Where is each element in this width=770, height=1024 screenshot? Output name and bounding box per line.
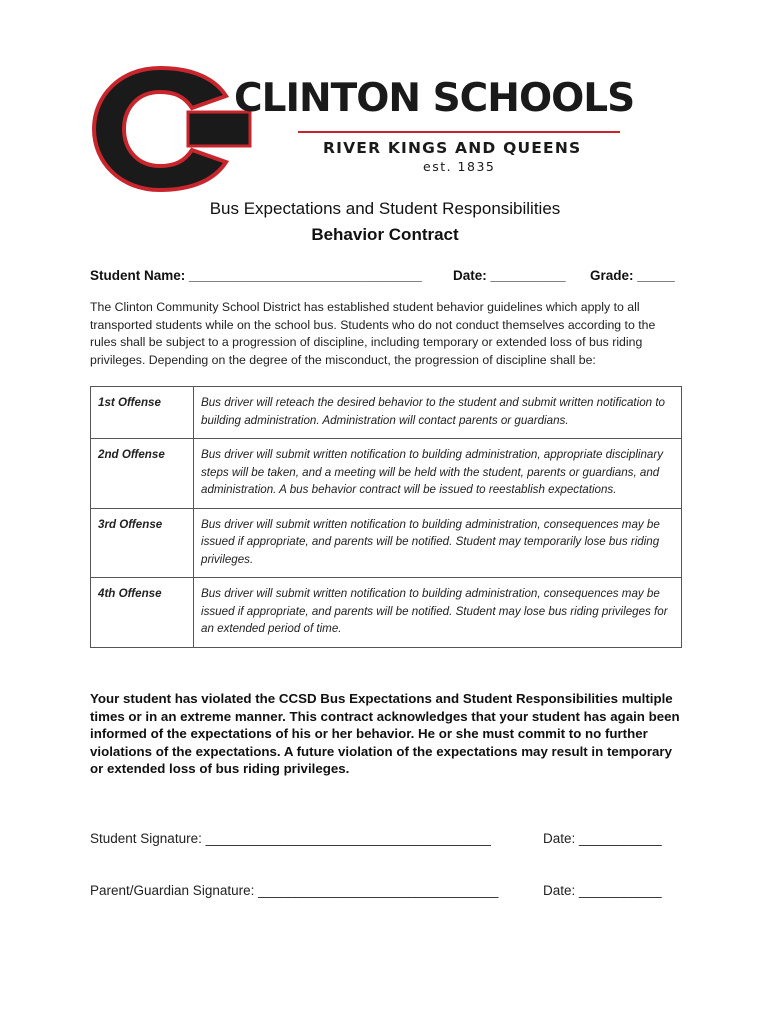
clinton-schools-logo	[92, 66, 682, 192]
document-subtitle: Behavior Contract	[311, 225, 459, 244]
parent-signature-date-field[interactable]: Date: ___________	[543, 883, 662, 898]
table-row	[91, 578, 682, 648]
offense-description: Bus driver will submit written notification to building administration, consequences may be issued if appropriate, and parents will be notified. Student may lose bus riding privileges for an extended period of time.	[194, 578, 682, 648]
violation-notice: Your student has violated the CCSD Bus Expectations and Student Responsibilities multiple times or in an extreme manner. This contract acknowledges that your student has again been informed of the expectations of his or her behavior. He or she must commit to no further violations of the expectations. A future violation of the expectations may result in temporary or extended loss of bus riding privileges.	[90, 691, 680, 776]
c-monogram-icon	[92, 66, 252, 192]
logo-divider	[298, 131, 620, 133]
offense-label: 2nd Offense	[91, 439, 194, 509]
offense-label: 4th Offense	[91, 578, 194, 648]
student-name-field[interactable]: Student Name: _______________________________	[90, 268, 422, 283]
logo-established: est. 1835	[423, 159, 496, 174]
logo-subtitle: RIVER KINGS AND QUEENS	[323, 139, 582, 157]
offense-label: 1st Offense	[91, 387, 194, 439]
offense-label: 3rd Offense	[91, 508, 194, 578]
offense-description: Bus driver will submit written notification to building administration, appropriate disciplinary steps will be taken, and a meeting will be held with the student, parents or guardians, and administration. A bus behavior contract will be issued to reestablish expectations.	[194, 439, 682, 509]
table-row	[91, 508, 682, 578]
intro-paragraph: The Clinton Community School District has established student behavior guidelines which apply to all transported students while on the school bus. Students who do not conduct themselves according to the rules shall be subject to a progression of discipline, including temporary or extended loss of bus riding privileges. Depending on the degree of the misconduct, the progression of discipline shall be:	[90, 300, 656, 367]
student-signature-field[interactable]: Student Signature: ______________________________________	[90, 831, 491, 846]
grade-field[interactable]: Grade: _____	[590, 268, 675, 283]
document-title: Bus Expectations and Student Responsibilities	[209, 199, 561, 218]
offense-description: Bus driver will reteach the desired behavior to the student and submit written notification to building administration. Administration will contact parents or guardians.	[194, 387, 682, 439]
student-signature-date-field[interactable]: Date: ___________	[543, 831, 662, 846]
table-row	[91, 387, 682, 439]
offense-description: Bus driver will submit written notification to building administration, consequences may be issued if appropriate, and parents will be notified. Student may temporarily lose bus riding privileges.	[194, 508, 682, 578]
date-field[interactable]: Date: __________	[453, 268, 566, 283]
logo-title: CLINTON SCHOOLS	[234, 76, 635, 121]
table-row	[91, 439, 682, 509]
parent-signature-field[interactable]: Parent/Guardian Signature: ________________________________	[90, 883, 499, 898]
offense-table	[90, 386, 682, 648]
